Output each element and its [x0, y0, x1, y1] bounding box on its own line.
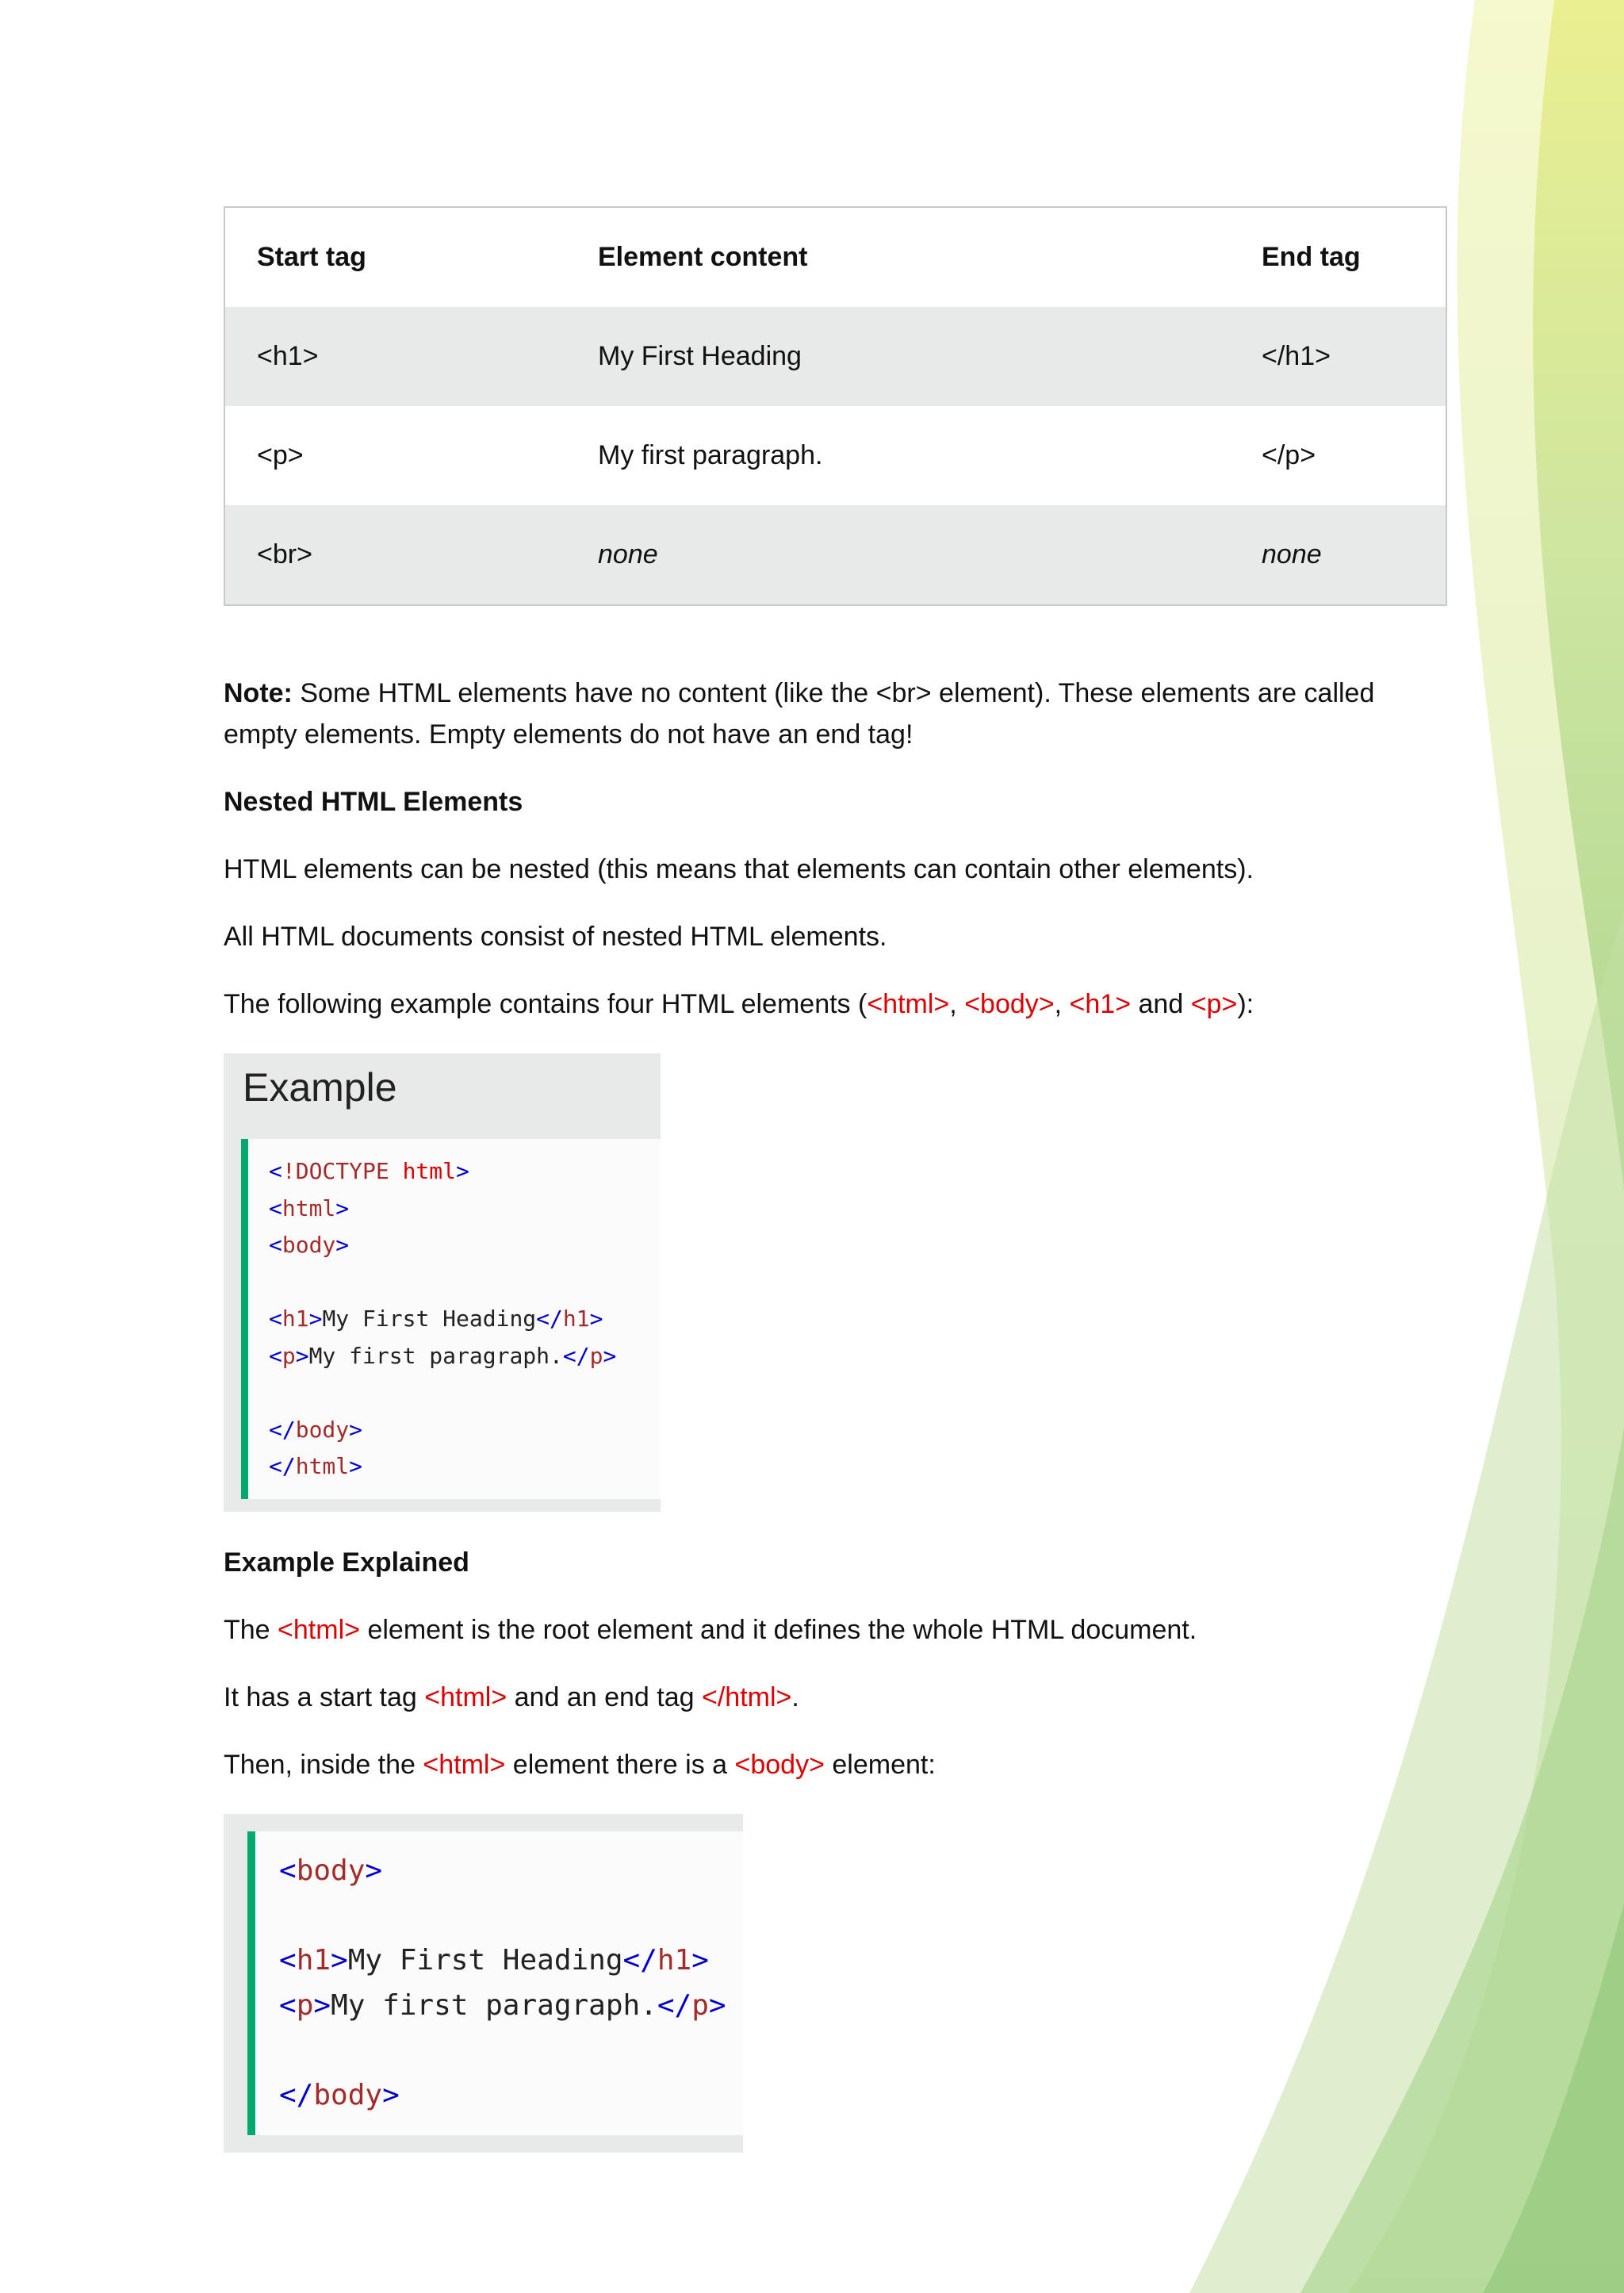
paragraph [224, 1609, 1197, 1651]
paragraph: All HTML documents consist of nested HTML elements. [224, 922, 887, 952]
table-header-row [225, 208, 1446, 307]
note-text-line2: empty elements. Empty elements do not have an end tag! [224, 719, 914, 750]
table-cell: <h1> [257, 341, 319, 371]
section-heading: Nested HTML Elements [224, 787, 523, 817]
code-keyword: !DOCTYPE [282, 1158, 389, 1184]
code-line-blank [269, 1375, 661, 1412]
table-header-cell: Element content [598, 242, 808, 272]
example-box [224, 1053, 661, 1512]
code-attr: html [389, 1158, 457, 1184]
code-tag: body [313, 2078, 383, 2111]
code-tag: body [296, 1854, 366, 1887]
inline-tag: <h1> [1069, 989, 1132, 1019]
code-tag: h1 [562, 1306, 590, 1332]
text: element: [824, 1750, 936, 1780]
code-line: <h1>My First Heading</h1> [279, 1944, 709, 1977]
text: and [1131, 989, 1191, 1019]
paragraph [224, 1744, 936, 1785]
table-cell: </h1> [1262, 341, 1331, 371]
text: and an end tag [507, 1682, 702, 1712]
section-heading: Example Explained [224, 1547, 469, 1578]
inline-tag: <body> [734, 1750, 825, 1780]
note-label: Note: [224, 678, 293, 708]
paragraph: HTML elements can be nested (this means that elements can contain other elements). [224, 854, 1254, 884]
code-line: <body> [279, 1854, 383, 1887]
table-cell: My first paragraph. [598, 440, 823, 470]
tags-table [224, 206, 1447, 606]
code-line: <body> [269, 1232, 350, 1258]
code-text: My First Heading [347, 1944, 623, 1977]
text: It has a start tag [224, 1682, 425, 1712]
example-title: Example [243, 1065, 397, 1110]
inline-tag: <body> [964, 989, 1055, 1019]
code-tag: p [589, 1342, 603, 1369]
code-line: <h1>My First Heading</h1> [269, 1306, 603, 1332]
table-header-cell: End tag [1262, 242, 1361, 272]
code-tag: p [282, 1342, 296, 1369]
code-line-blank [279, 1894, 743, 1939]
code-tag: h1 [657, 1944, 692, 1977]
inline-tag: <p> [1190, 989, 1238, 1019]
code-tag: html [295, 1453, 350, 1479]
text: element there is a [505, 1750, 735, 1780]
inline-tag: <html> [424, 1682, 508, 1712]
text: The [224, 1615, 278, 1645]
code-text: My First Heading [322, 1306, 537, 1332]
table-cell: <br> [257, 539, 312, 569]
table-row [225, 406, 1446, 505]
table-header-cell: Start tag [257, 242, 366, 272]
text: The following example contains four HTML elements ( [224, 989, 868, 1019]
table-cell: </p> [1262, 440, 1316, 470]
text: , [949, 989, 965, 1019]
text: Then, inside the [224, 1750, 423, 1780]
table-cell: <p> [257, 440, 304, 470]
inline-tag: <html> [278, 1615, 360, 1645]
inline-tag: </html> [701, 1682, 792, 1712]
code-line: </body> [269, 1416, 363, 1443]
code-line-blank [269, 1264, 661, 1302]
code-line: </html> [269, 1453, 363, 1479]
code-tag: h1 [282, 1306, 309, 1332]
table-cell: My First Heading [598, 341, 802, 371]
text: , [1054, 989, 1070, 1019]
inline-tag: <html> [867, 989, 950, 1019]
code-line: </body> [279, 2078, 400, 2111]
note-text-line1: Some HTML elements have no content (like the <br> element). These elements are called [292, 678, 1375, 708]
table-row [225, 505, 1446, 604]
text: ): [1237, 989, 1254, 1019]
note-paragraph [224, 673, 1374, 755]
example-intro-paragraph [224, 984, 1254, 1025]
text: . [791, 1682, 799, 1712]
code-text: My first paragraph. [308, 1342, 563, 1369]
code-line: <p>My first paragraph.</p> [269, 1342, 617, 1369]
table-row [225, 307, 1446, 406]
code-line: <p>My first paragraph.</p> [279, 1988, 726, 2022]
code-tag: p [296, 1988, 314, 2022]
code-tag: html [282, 1194, 336, 1221]
code-tag: body [282, 1232, 336, 1258]
code-line [269, 1153, 661, 1191]
code-snippet-box [224, 1814, 743, 2153]
table-cell: none [598, 539, 658, 569]
code-text: My first paragraph. [331, 1988, 657, 2022]
code-bracket: < [269, 1158, 282, 1184]
code-tag: h1 [296, 1944, 331, 1977]
code-snippet [247, 1831, 743, 2135]
code-tag: p [691, 1988, 709, 2022]
code-tag: body [295, 1416, 350, 1443]
text: element is the root element and it defines the whole HTML document. [360, 1615, 1197, 1645]
code-bracket: > [456, 1158, 469, 1184]
code-line-blank [279, 2028, 743, 2073]
inline-tag: <html> [423, 1750, 506, 1780]
code-line: <html> [269, 1194, 350, 1221]
table-cell: none [1262, 539, 1322, 569]
paragraph [224, 1677, 799, 1718]
example-code-block [241, 1139, 661, 1499]
